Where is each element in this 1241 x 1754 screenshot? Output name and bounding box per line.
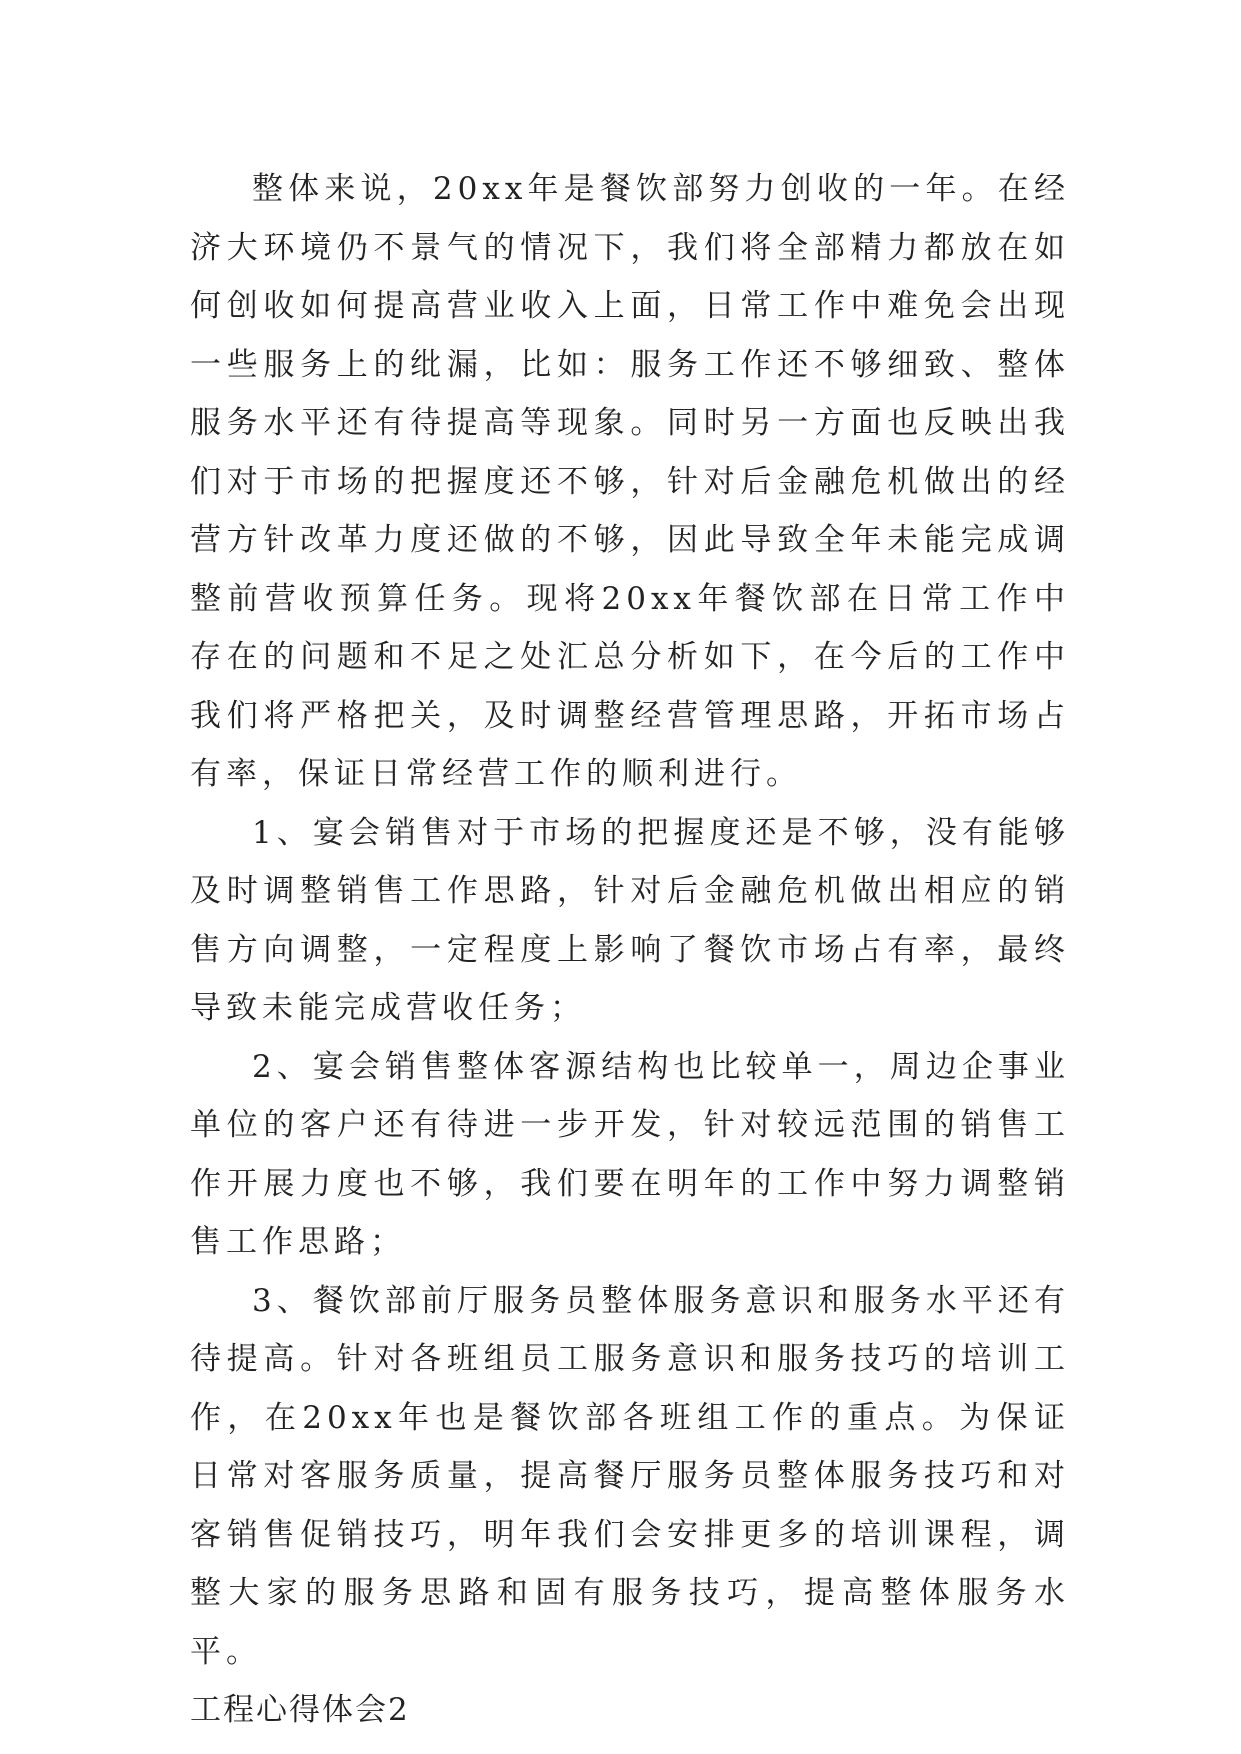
point-1-paragraph: 1、宴会销售对于市场的把握度还是不够，没有能够及时调整销售工作思路，针对后金融危机做出相应的销售方向调整，一定程度上影响了餐饮市场占有率，最终导致未能完成营收任务； [190,814,1070,1026]
document-body [190,160,1070,1740]
point-3-paragraph: 3、餐饮部前厅服务员整体服务意识和服务水平还有待提高。针对各班组员工服务意识和服务技巧的培训工作，在20xx年也是餐饮部各班组工作的重点。为保证日常对客服务质量，提高餐厅服务员整体服务技巧和对客销售促销技巧，明年我们会安排更多的培训课程，调整大家的服务思路和固有服务技巧，提高整体服务水平。 [190,1282,1070,1670]
intro-paragraph: 整体来说，20xx年是餐饮部努力创收的一年。在经济大环境仍不景气的情况下，我们将全部精力都放在如何创收如何提高营业收入上面，日常工作中难免会出现一些服务上的纰漏，比如：服务工作还不够细致、整体服务水平还有待提高等现象。同时另一方面也反映出我们对于市场的把握度还不够，针对后金融危机做出的经营方针改革力度还做的不够，因此导致全年未能完成调整前营收预算任务。现将20xx年餐饮部在日常工作中存在的问题和不足之处汇总分析如下，在今后的工作中我们将严格把关，及时调整经营管理思路，开拓市场占有率，保证日常经营工作的顺利进行。 [190,171,1070,792]
section-heading: 工程心得体会2 [190,1692,410,1728]
point-2-paragraph: 2、宴会销售整体客源结构也比较单一，周边企事业单位的客户还有待进一步开发，针对较远范围的销售工作开展力度也不够，我们要在明年的工作中努力调整销售工作思路； [190,1048,1070,1260]
